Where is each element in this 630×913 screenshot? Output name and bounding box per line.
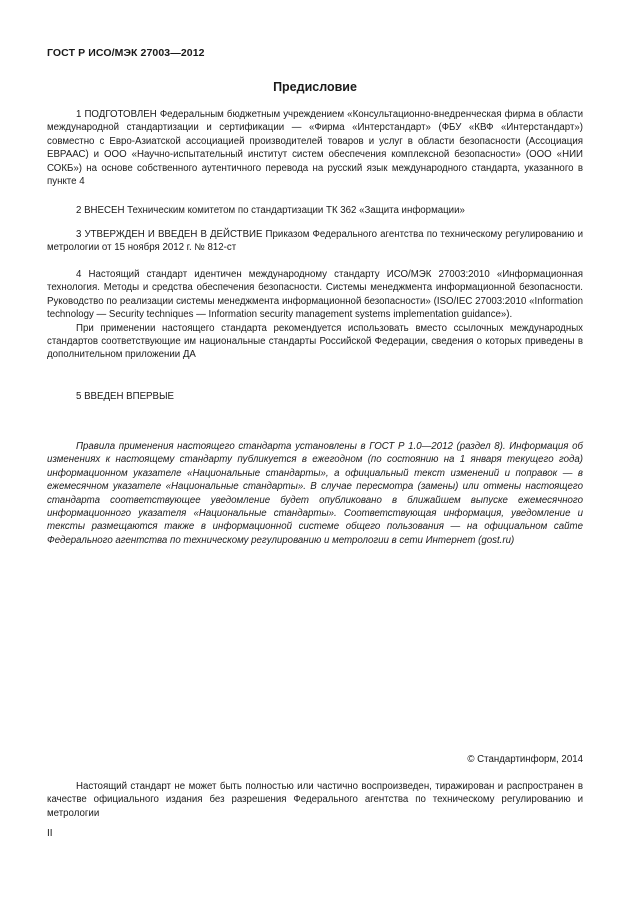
paragraph-identical-standard: 4 Настоящий стандарт идентичен международному стандарту ИСО/МЭК 27003:2010 «Информационная технология. Методы и средства обеспечения безопасности. Системы менеджмента информационной безопасности. Руководство по реализации системы менеджмента информационной безопасности» (ISO/IEC 27003:2010 «Information technology — Security techniques — Information security management systems implementation guidance»). — [47, 269, 583, 321]
copyright-notice-block — [47, 780, 583, 820]
paragraph-5-block — [47, 390, 583, 403]
paragraph-3-block — [47, 228, 583, 255]
paragraph-2-block — [47, 204, 583, 217]
application-rules-notice: Правила применения настоящего стандарта установлены в ГОСТ Р 1.0—2012 (раздел 8). Информация об изменениях к настоящему стандарту публикуется в ежегодном (по состоянию на 1 января текущего года) информационном указателе «Национальные стандарты», а официальный текст изменений и поправок — в ежемесячном указателе «Национальные стандарты». В случае пересмотра (замены) или отмены настоящего стандарта соответствующее уведомление будет опубликовано в ближайшем выпуске ежемесячного информационного указателя «Национальные стандарты». Соответствующая информация, уведомление и тексты размещаются также в информационной системе общего пользования — на официальном сайте Федерального агентства по техническому регулированию и метрологии в сети Интернет (gost.ru) — [47, 441, 583, 546]
paragraph-prepared-by: 1 ПОДГОТОВЛЕН Федеральным бюджетным учреждением «Консультационно-внедренческая фирма в области международной стандартизации и сертификации — «Фирма «Интерстандарт» (ФБУ «КВФ «Интерстандарт») совместно с Евро-Азиатской ассоциацией производителей товаров и услуг в области безопасности (Ассоциация ЕВРААС) и ООО «Научно-испытательный институт систем обеспечения комплексной безопасности» (ООО «НИИ СОКБ») на основе собственного аутентичного перевода на русский язык международного стандарта, указанного в пункте 4 — [47, 109, 583, 188]
page-title: Предисловие — [273, 80, 357, 94]
paragraph-introduced-by: 2 ВНЕСЕН Техническим комитетом по стандартизации ТК 362 «Защита информации» — [76, 205, 465, 216]
paragraph-national-standards-note: При применении настоящего стандарта рекомендуется использовать вместо ссылочных международных стандартов соответствующие им национальные стандарты Российской Федерации, сведения о которых приведены в дополнительном приложении ДА — [47, 322, 583, 361]
notice-block — [47, 440, 583, 547]
paragraph-first-introduced: 5 ВВЕДЕН ВПЕРВЫЕ — [76, 391, 175, 402]
paragraph-4-block — [47, 268, 583, 362]
copyright-line: © Стандартинформ, 2014 — [467, 754, 583, 765]
copyright-block — [47, 753, 583, 766]
document-code-header: ГОСТ Р ИСО/МЭК 27003—2012 — [47, 47, 205, 59]
page-number: II — [47, 828, 53, 839]
paragraph-approved: 3 УТВЕРЖДЕН И ВВЕДЕН В ДЕЙСТВИЕ Приказом Федерального агентства по техническому регулированию и метрологии от 15 ноября 2012 г. № 812-ст — [47, 229, 583, 254]
reproduction-notice: Настоящий стандарт не может быть полностью или частично воспроизведен, тиражирован и распространен в качестве официального издания без разрешения Федерального агентства по техническому регулированию и метрологии — [47, 781, 583, 819]
paragraph-1-block — [47, 108, 583, 188]
